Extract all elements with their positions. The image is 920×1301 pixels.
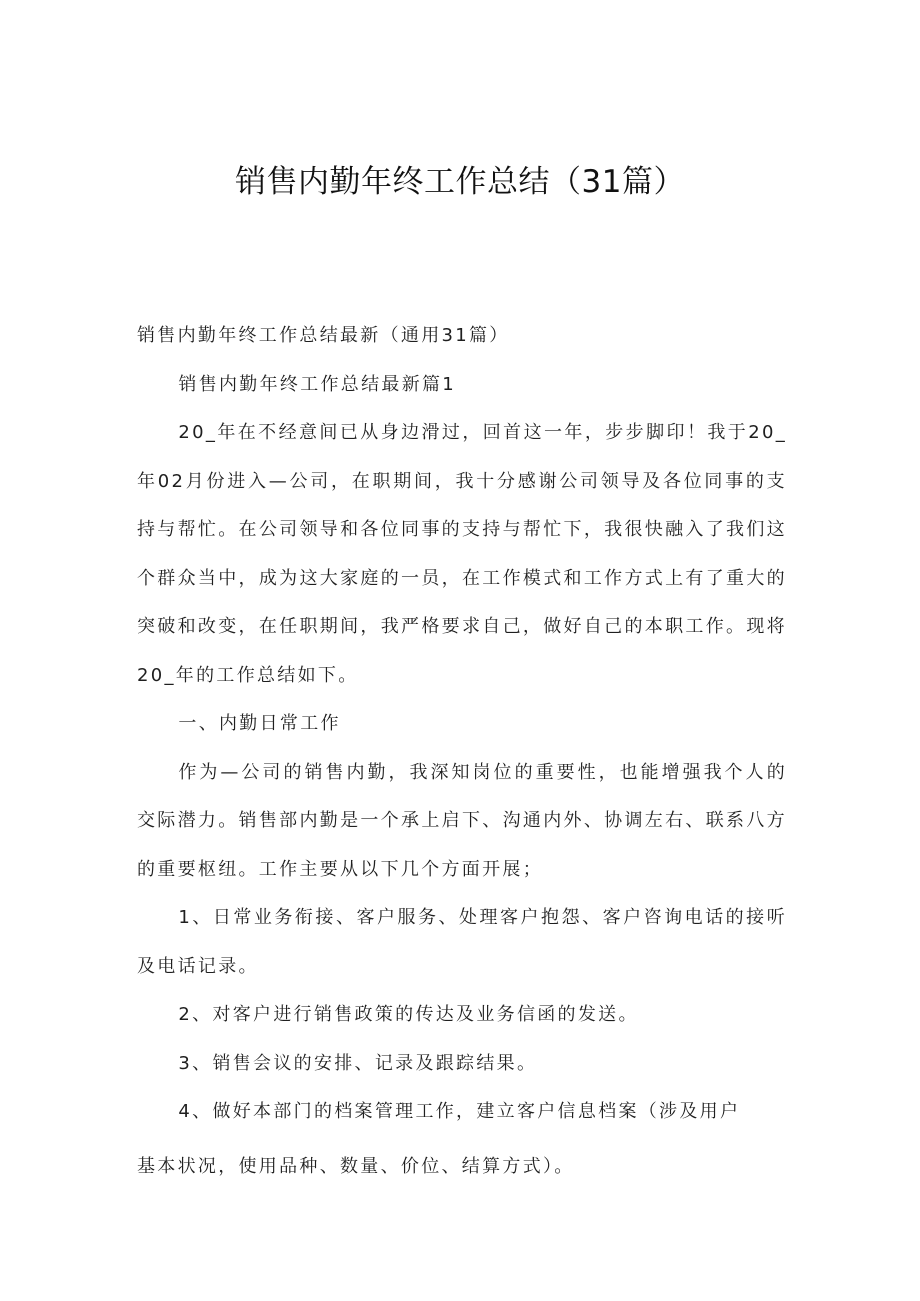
list-item-2: 2、对客户进行销售政策的传达及业务信函的发送。 (178, 1004, 639, 1025)
section-heading: 销售内勤年终工作总结最新篇1 (178, 373, 457, 395)
paragraph-intro: 20_年在不经意间已从身边滑过，回首这一年，步步脚印！我于20_年02月份进入—公司，在职期间，我十分感谢公司领导及各位同事的支持与帮忙。在公司领导和各位同事的支持与帮忙下，我很快融入了我们这个群众当中，成为这大家庭的一员，在工作模式和工作方式上有了重大的突破和改变，在任职期间，我严格要求自己，做好自己的本职工作。现将20_年的工作总结如下。 (137, 422, 787, 686)
paragraph-role: 作为—公司的销售内勤，我深知岗位的重要性，也能增强我个人的交际潜力。销售部内勤是一个承上启下、沟通内外、协调左右、联系八方的重要枢纽。工作主要从以下几个方面开展； (137, 761, 787, 880)
paragraph-heading-daily-work: 一、内勤日常工作 (178, 713, 341, 734)
document-subtitle: 销售内勤年终工作总结最新（通用31篇） (137, 325, 510, 346)
list-item-1: 1、日常业务衔接、客户服务、处理客户抱怨、客户咨询电话的接听及电话记录。 (137, 907, 787, 977)
list-item-4-continued: 基本状况，使用品种、数量、价位、结算方式）。 (137, 1155, 575, 1177)
document-title: 销售内勤年终工作总结（31篇） (235, 164, 685, 200)
list-item-3: 3、销售会议的安排、记录及跟踪结果。 (178, 1052, 538, 1074)
document-body (137, 312, 787, 1191)
list-item-4: 4、做好本部门的档案管理工作，建立客户信息档案（涉及用户 (178, 1101, 741, 1122)
